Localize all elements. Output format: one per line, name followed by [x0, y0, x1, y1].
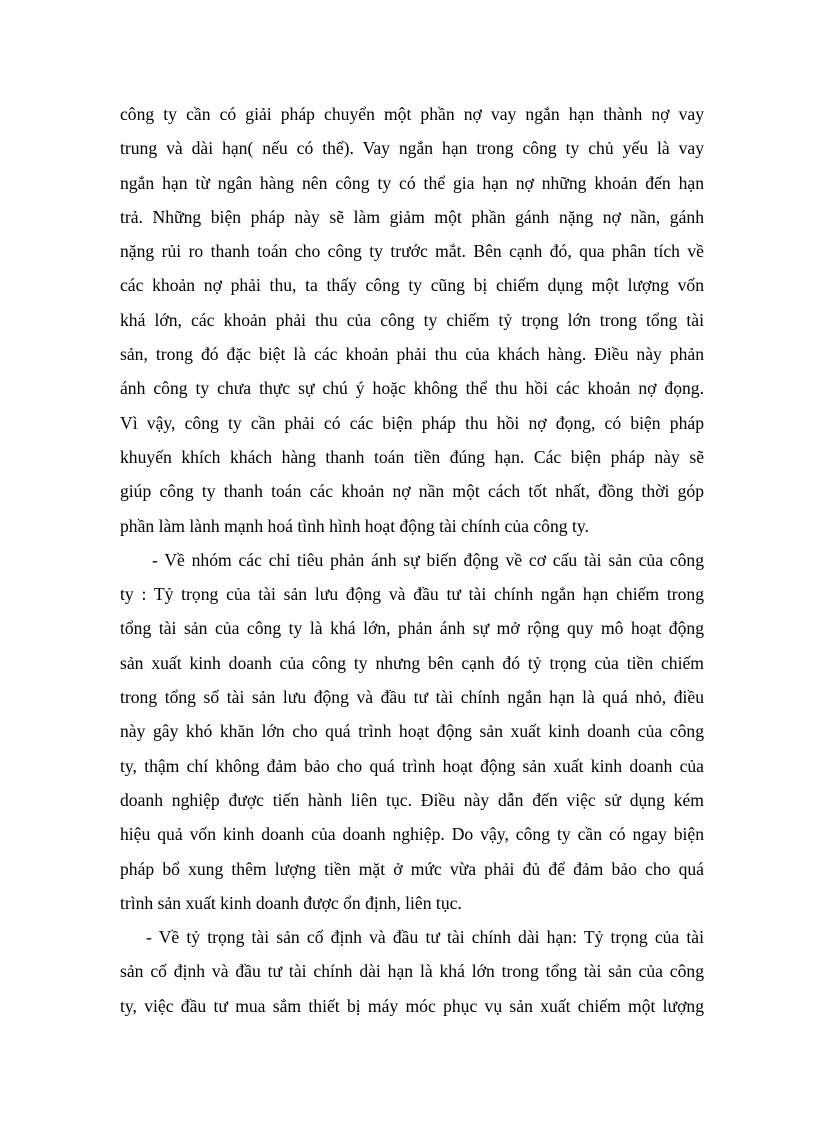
text-line: giúp công ty thanh toán các khoản nợ nần một cách tốt nhất, đồng thời góp: [120, 481, 704, 502]
text-line: ty, thậm chí không đảm bảo cho quá trình hoạt động sản xuất kinh doanh của: [120, 755, 704, 776]
text-line: trả. Những biện pháp này sẽ làm giảm một phần gánh nặng nợ nần, gánh: [120, 206, 704, 227]
text-line: khuyến khích khách hàng thanh toán tiền đúng hạn. Các biện pháp này sẽ: [120, 446, 704, 467]
text-line: doanh nghiệp được tiến hành liên tục. Điều này dẫn đến việc sử dụng kém: [120, 789, 704, 810]
text-line: trung và dài hạn( nếu có thể). Vay ngắn hạn trong công ty chủ yếu là vay: [120, 138, 704, 159]
text-line: ánh công ty chưa thực sự chú ý hoặc không thể thu hồi các khoản nợ đọng.: [120, 378, 704, 399]
text-line: các khoản nợ phải thu, ta thấy công ty cũng bị chiếm dụng một lượng vốn: [120, 275, 704, 296]
text-line: hiệu quả vốn kinh doanh của doanh nghiệp. Do vậy, công ty cần có ngay biện: [120, 824, 704, 845]
text-line: ngắn hạn từ ngân hàng nên công ty có thể gia hạn nợ những khoản đến hạn: [120, 172, 704, 193]
paragraph-end-line: phần làm lành mạnh hoá tình hình hoạt động tài chính của công ty.: [120, 515, 589, 536]
text-line: sản, trong đó đặc biệt là các khoản phải thu của khách hàng. Điều này phản: [120, 344, 704, 365]
text-line: công ty cần có giải pháp chuyển một phần nợ vay ngắn hạn thành nợ vay: [120, 104, 704, 124]
text-line: tổng tài sản của công ty là khá lớn, phản ánh sự mở rộng quy mô hoạt động: [120, 618, 704, 639]
text-line: sản xuất kinh doanh của công ty nhưng bên cạnh đó tỷ trọng của tiền chiếm: [120, 652, 704, 673]
text-line: nặng rủi ro thanh toán cho công ty trước mắt. Bên cạnh đó, qua phân tích về: [120, 241, 704, 262]
bullet-paragraph-start: - Về tỷ trọng tài sản cố định và đầu tư tài chính dài hạn: Tỷ trọng của tài: [146, 927, 704, 948]
text-line: trong tổng số tài sản lưu động và đầu tư tài chính ngắn hạn là quá nhỏ, điều: [120, 687, 704, 708]
body-text: [120, 97, 704, 1023]
text-line: pháp bổ xung thêm lượng tiền mặt ở mức vừa phải đủ để đảm bảo cho quá: [120, 858, 704, 879]
text-line: sản cố định và đầu tư tài chính dài hạn là khá lớn trong tổng tài sản của công: [120, 961, 704, 982]
paragraph-end-line: trình sản xuất kinh doanh được ổn định, liên tục.: [120, 892, 462, 913]
text-line: ty : Tỷ trọng của tài sản lưu động và đầu tư tài chính ngắn hạn chiếm trong: [120, 584, 704, 605]
text-line: này gây khó khăn lớn cho quá trình hoạt động sản xuất kinh doanh của công: [120, 721, 704, 742]
text-line: khá lớn, các khoản phải thu của công ty chiếm tỷ trọng lớn trong tổng tài: [120, 309, 704, 330]
text-line: ty, việc đầu tư mua sắm thiết bị máy móc phục vụ sản xuất chiếm một lượng: [120, 995, 704, 1016]
bullet-paragraph-start: - Về nhóm các chỉ tiêu phản ánh sự biến động về cơ cấu tài sản của công: [152, 549, 704, 570]
text-line: Vì vậy, công ty cần phải có các biện pháp thu hồi nợ đọng, có biện pháp: [120, 412, 704, 433]
